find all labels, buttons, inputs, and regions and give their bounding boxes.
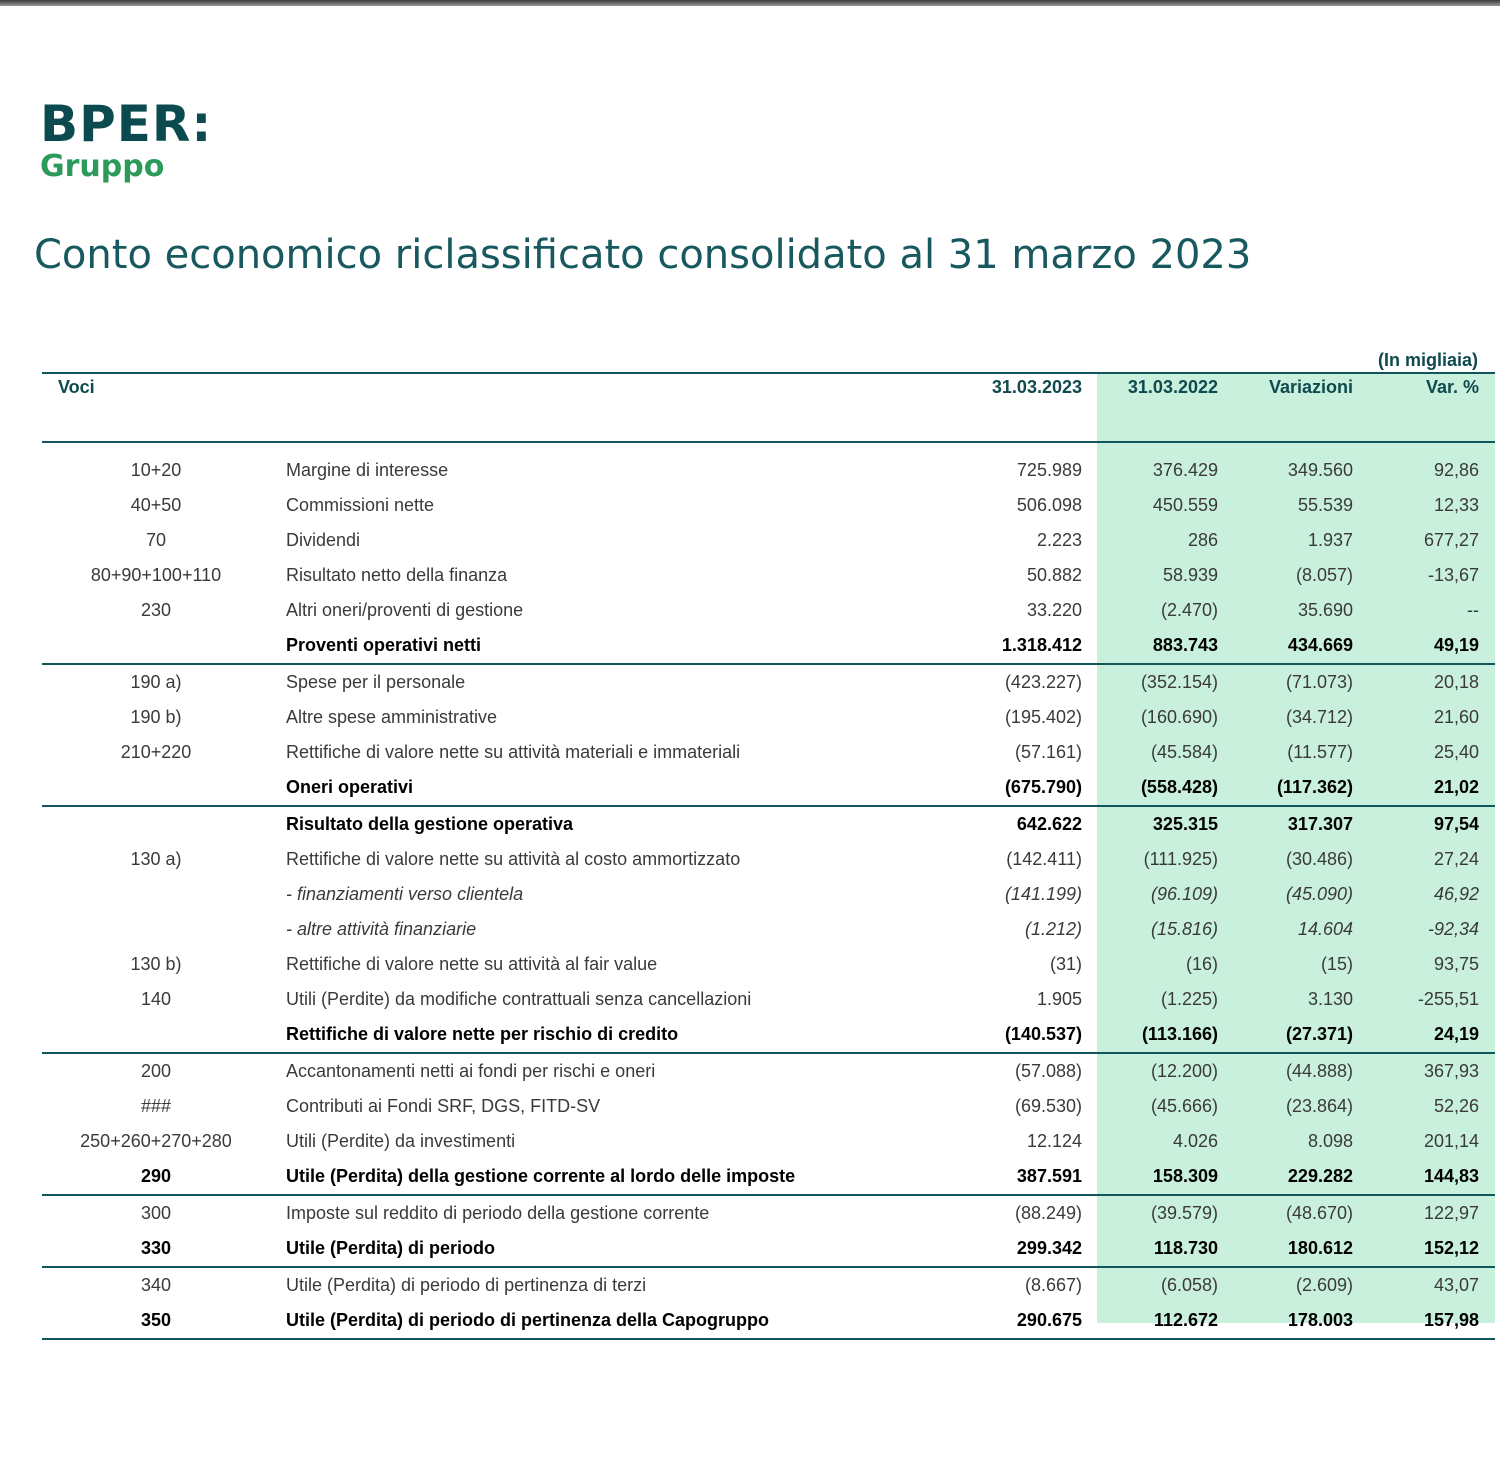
- row-label: Margine di interesse: [286, 460, 449, 480]
- value-var-pct: 92,86: [1433, 460, 1479, 480]
- value-2022: (96.109): [1150, 884, 1218, 904]
- value-var-pct: 25,40: [1433, 742, 1479, 762]
- value-2023: (423.227): [1004, 672, 1082, 692]
- row-code: 230: [140, 600, 172, 620]
- row-label: Contributi ai Fondi SRF, DGS, FITD-SV: [286, 1096, 601, 1116]
- value-2023: 12.124: [1026, 1131, 1082, 1151]
- value-variazioni: 3.130: [1307, 989, 1353, 1009]
- value-2022: (45.584): [1150, 742, 1218, 762]
- row-code: [42, 806, 270, 842]
- value-2023: (195.402): [1004, 707, 1082, 727]
- header-var-pct: Var. %: [1425, 377, 1479, 397]
- page-title: Conto economico riclassificato consolidato al 31 marzo 2023: [34, 232, 1252, 278]
- value-2022: 325.315: [1152, 814, 1218, 834]
- row-code: 190 b): [130, 707, 182, 727]
- row-label: Utile (Perdita) di periodo: [270, 1231, 922, 1267]
- value-2023: 2.223: [1036, 530, 1082, 550]
- header-voci: Voci: [58, 377, 95, 397]
- value-2022: 4.026: [1172, 1131, 1218, 1151]
- table-row: [42, 628, 1495, 664]
- value-var-pct: -13,67: [1427, 565, 1479, 585]
- value-variazioni: (15): [1320, 954, 1353, 974]
- value-var-pct: 97,54: [1433, 814, 1479, 834]
- value-variazioni: (34.712): [1285, 707, 1353, 727]
- value-2022: 58.939: [1162, 565, 1218, 585]
- value-2023: 1.318.412: [922, 628, 1096, 664]
- bper-logo: [40, 95, 213, 184]
- value-2023: (57.161): [1014, 742, 1082, 762]
- value-2022: 112.672: [1096, 1303, 1232, 1339]
- value-2023: (88.249): [1014, 1203, 1082, 1223]
- row-code: 210+220: [120, 742, 192, 762]
- value-variazioni: 14.604: [1297, 919, 1353, 939]
- row-label: Spese per il personale: [286, 672, 466, 692]
- row-label: Utili (Perdite) da modifiche contrattuali senza cancellazioni: [286, 989, 752, 1009]
- value-2023: (140.537): [922, 1017, 1096, 1053]
- value-var-pct: 144,83: [1367, 1159, 1495, 1195]
- value-var-pct: 21,60: [1433, 707, 1479, 727]
- row-code: 340: [140, 1275, 172, 1295]
- row-label: Utile (Perdita) di periodo di pertinenza di terzi: [286, 1275, 647, 1295]
- value-2022: 376.429: [1152, 460, 1218, 480]
- row-label: Risultato della gestione operativa: [286, 814, 574, 834]
- table-row: [42, 1231, 1495, 1267]
- value-2022: 286: [1187, 530, 1218, 550]
- value-variazioni: (23.864): [1285, 1096, 1353, 1116]
- value-variazioni: 1.937: [1307, 530, 1353, 550]
- row-code: 10+20: [130, 460, 182, 480]
- value-var-pct: 93,75: [1433, 954, 1479, 974]
- table-row: [42, 806, 1495, 842]
- table-row: [42, 1195, 1495, 1231]
- row-label: Imposte sul reddito di periodo della gestione corrente: [286, 1203, 710, 1223]
- window-top-bar: [0, 0, 1500, 6]
- row-code: [42, 1017, 270, 1053]
- row-label: - finanziamenti verso clientela: [286, 884, 524, 904]
- row-code: 190 a): [130, 672, 182, 692]
- row-code: 80+90+100+110: [90, 565, 222, 585]
- header-2023: 31.03.2023: [991, 377, 1082, 397]
- value-variazioni: 349.560: [1287, 460, 1353, 480]
- table-row: [42, 877, 1495, 912]
- value-variazioni: 35.690: [1297, 600, 1353, 620]
- value-2023: 1.905: [1036, 989, 1082, 1009]
- value-2023: 387.591: [922, 1159, 1096, 1195]
- value-var-pct: 20,18: [1433, 672, 1479, 692]
- row-label: Utile (Perdita) della gestione corrente al lordo delle imposte: [270, 1159, 922, 1195]
- row-code: 130 b): [130, 954, 182, 974]
- table-row: [42, 947, 1495, 982]
- value-2022: 158.309: [1096, 1159, 1232, 1195]
- row-label: Risultato netto della finanza: [286, 565, 508, 585]
- value-2022: (160.690): [1140, 707, 1218, 727]
- header-variazioni: Variazioni: [1268, 377, 1353, 397]
- value-2023: (69.530): [1014, 1096, 1082, 1116]
- value-2023: (141.199): [1004, 884, 1082, 904]
- value-var-pct: 24,19: [1367, 1017, 1495, 1053]
- value-variazioni: 434.669: [1232, 628, 1367, 664]
- value-2022: (2.470): [1160, 600, 1218, 620]
- value-2023: 506.098: [1016, 495, 1082, 515]
- row-code: 250+260+270+280: [80, 1131, 232, 1151]
- table-row: [42, 700, 1495, 735]
- table-row: [42, 664, 1495, 700]
- value-2022: (1.225): [1160, 989, 1218, 1009]
- row-label: Proventi operativi netti: [270, 628, 922, 664]
- table-row: [42, 912, 1495, 947]
- row-code: 300: [140, 1203, 172, 1223]
- value-var-pct: 43,07: [1433, 1275, 1479, 1295]
- row-code: 200: [140, 1061, 172, 1081]
- table-row: [42, 558, 1495, 593]
- unit-note: (In migliaia): [1377, 350, 1478, 370]
- value-variazioni: (117.362): [1232, 770, 1367, 806]
- value-2023: 725.989: [1016, 460, 1082, 480]
- row-label: Rettifiche di valore nette per rischio di credito: [270, 1017, 922, 1053]
- row-code: [42, 877, 270, 912]
- value-variazioni: (2.609): [1295, 1275, 1353, 1295]
- value-2022: 450.559: [1152, 495, 1218, 515]
- value-2022: (558.428): [1096, 770, 1232, 806]
- value-2023: 33.220: [1026, 600, 1082, 620]
- value-variazioni: (44.888): [1285, 1061, 1353, 1081]
- table-row: [42, 523, 1495, 558]
- row-label: Rettifiche di valore nette su attività al costo ammortizzato: [286, 849, 741, 869]
- income-statement-table: [42, 372, 1495, 1340]
- value-2022: (39.579): [1150, 1203, 1218, 1223]
- logo-sub: Gruppo: [40, 149, 165, 184]
- value-var-pct: 157,98: [1367, 1303, 1495, 1339]
- value-var-pct: 49,19: [1367, 628, 1495, 664]
- value-2022: (12.200): [1150, 1061, 1218, 1081]
- table-row: [42, 842, 1495, 877]
- row-label: Utili (Perdite) da investimenti: [286, 1131, 516, 1151]
- value-2023: 50.882: [1026, 565, 1082, 585]
- row-code: 140: [140, 989, 172, 1009]
- value-2023: (675.790): [922, 770, 1096, 806]
- value-2022: (6.058): [1160, 1275, 1218, 1295]
- table-row: [42, 982, 1495, 1017]
- row-label: - altre attività finanziarie: [286, 919, 477, 939]
- value-2023: 299.342: [922, 1231, 1096, 1267]
- row-label: Commissioni nette: [286, 495, 435, 515]
- value-2023: 642.622: [1016, 814, 1082, 834]
- value-2022: 883.743: [1096, 628, 1232, 664]
- value-var-pct: 27,24: [1433, 849, 1479, 869]
- value-2023: (142.411): [1006, 849, 1082, 869]
- row-label: Altri oneri/proventi di gestione: [286, 600, 524, 620]
- row-code: 70: [145, 530, 167, 550]
- value-variazioni: 229.282: [1232, 1159, 1367, 1195]
- value-variazioni: (71.073): [1285, 672, 1353, 692]
- table-row: [42, 593, 1495, 628]
- value-variazioni: (30.486): [1285, 849, 1353, 869]
- value-2023: (57.088): [1014, 1061, 1082, 1081]
- row-code: 40+50: [130, 495, 182, 515]
- row-code: 130 a): [130, 849, 182, 869]
- value-variazioni: 8.098: [1307, 1131, 1353, 1151]
- row-label: Altre spese amministrative: [286, 707, 498, 727]
- logo-brand: BPER:: [40, 95, 213, 153]
- row-label: Rettifiche di valore nette su attività al fair value: [286, 954, 658, 974]
- table-row: [42, 1159, 1495, 1195]
- value-var-pct: -92,34: [1427, 919, 1479, 939]
- value-variazioni: 178.003: [1232, 1303, 1367, 1339]
- value-2023: (8.667): [1024, 1275, 1082, 1295]
- value-variazioni: (8.057): [1295, 565, 1353, 585]
- table-row: [42, 735, 1495, 770]
- value-variazioni: (48.670): [1285, 1203, 1353, 1223]
- value-var-pct: 122,97: [1423, 1203, 1479, 1223]
- value-2022: (352.154): [1140, 672, 1218, 692]
- row-label: Oneri operativi: [270, 770, 922, 806]
- value-var-pct: 367,93: [1423, 1061, 1479, 1081]
- row-code: ###: [140, 1096, 172, 1116]
- value-var-pct: -255,51: [1417, 989, 1479, 1009]
- value-var-pct: 46,92: [1433, 884, 1479, 904]
- row-label: Accantonamenti netti ai fondi per rischi e oneri: [286, 1061, 656, 1081]
- table-row: [42, 1124, 1495, 1159]
- table-header: [42, 373, 1495, 442]
- row-code: 290: [42, 1159, 270, 1195]
- value-2023: (31): [1049, 954, 1082, 974]
- row-code: [42, 770, 270, 806]
- row-code: [42, 912, 270, 947]
- value-variazioni: 317.307: [1287, 814, 1353, 834]
- value-variazioni: (27.371): [1232, 1017, 1367, 1053]
- row-label: Dividendi: [286, 530, 361, 550]
- value-var-pct: 52,26: [1433, 1096, 1479, 1116]
- table-row: [42, 442, 1495, 488]
- value-2022: (15.816): [1150, 919, 1218, 939]
- value-2022: (45.666): [1150, 1096, 1218, 1116]
- table-row: [42, 488, 1495, 523]
- value-2023: (1.212): [1024, 919, 1082, 939]
- value-var-pct: 21,02: [1367, 770, 1495, 806]
- row-code: 330: [42, 1231, 270, 1267]
- value-variazioni: 55.539: [1297, 495, 1353, 515]
- value-variazioni: 180.612: [1232, 1231, 1367, 1267]
- value-var-pct: 12,33: [1433, 495, 1479, 515]
- value-var-pct: 152,12: [1367, 1231, 1495, 1267]
- table-row: [42, 1053, 1495, 1089]
- row-label: Utile (Perdita) di periodo di pertinenza della Capogruppo: [270, 1303, 922, 1339]
- row-code: 350: [42, 1303, 270, 1339]
- table-row: [42, 1267, 1495, 1303]
- value-2022: (16): [1185, 954, 1218, 974]
- value-var-pct: 201,14: [1423, 1131, 1479, 1151]
- value-variazioni: (45.090): [1285, 884, 1353, 904]
- table-row: [42, 1017, 1495, 1053]
- table-row: [42, 770, 1495, 806]
- table-row: [42, 1303, 1495, 1339]
- value-2022: (113.166): [1096, 1017, 1232, 1053]
- value-2023: 290.675: [922, 1303, 1096, 1339]
- value-var-pct: --: [1467, 600, 1479, 620]
- value-var-pct: 677,27: [1423, 530, 1479, 550]
- value-2022: (111.925): [1143, 849, 1218, 869]
- table-row: [42, 1089, 1495, 1124]
- value-2022: 118.730: [1096, 1231, 1232, 1267]
- row-code: [42, 628, 270, 664]
- value-variazioni: (11.577): [1287, 742, 1353, 762]
- row-label: Rettifiche di valore nette su attività materiali e immateriali: [286, 742, 741, 762]
- header-2022: 31.03.2022: [1127, 377, 1218, 397]
